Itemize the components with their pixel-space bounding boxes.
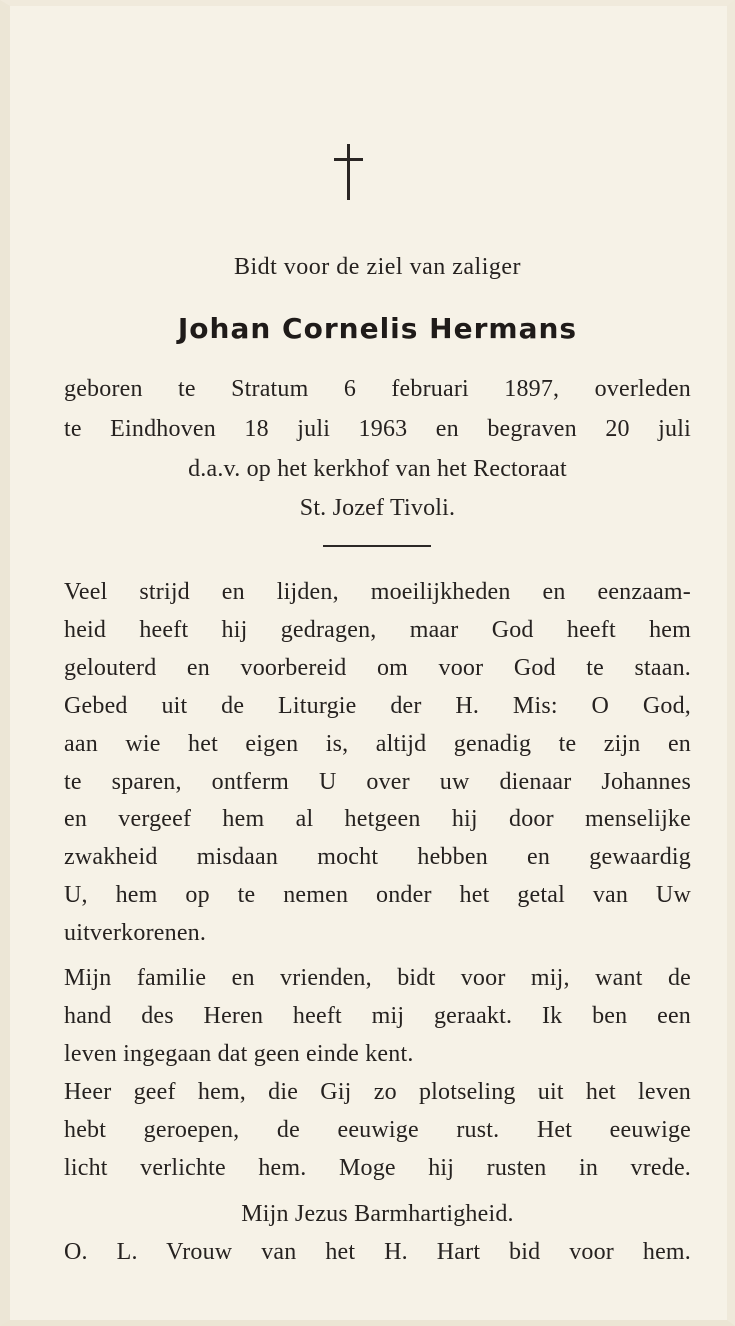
body-line: heid heeft hij gedragen, maar God heeft hem [64,617,691,643]
closing-line: Mijn Jezus Barmhartigheid. [241,1201,514,1227]
body-line: uitverkorenen. [64,920,207,946]
body-line: Heer geef hem, die Gij zo plotseling uit het leven [64,1079,691,1105]
body-line: licht verlichte hem. Moge hij rusten in vrede. [64,1155,691,1181]
body-line: gelouterd en voorbereid om voor God te staan. [64,655,691,681]
body-line: zwakheid misdaan mocht hebben en gewaardig [64,844,691,870]
bio-line: d.a.v. op het kerkhof van het Rectoraat [188,456,567,482]
deceased-name: Johan Cornelis Hermans [177,312,578,345]
body-line: U, hem op te nemen onder het getal van Uw [64,882,691,908]
bio-line: St. Jozef Tivoli. [299,495,456,521]
body-line: Mijn familie en vrienden, bidt voor mij, want de [64,965,691,991]
bio-line: te Eindhoven 18 juli 1963 en begraven 20 juli [64,416,691,442]
body-line: aan wie het eigen is, altijd genadig te zijn en [64,731,691,757]
body-line: hebt geroepen, de eeuwige rust. Het eeuwige [64,1117,691,1143]
divider [323,545,431,547]
body-line: Veel strijd en lijden, moeilijkheden en eenzaam- [64,579,691,605]
body-line: hand des Heren heeft mij geraakt. Ik ben een [64,1003,691,1029]
body-line: en vergeef hem al hetgeen hij door menselijke [64,806,691,832]
closing-line: O. L. Vrouw van het H. Hart bid voor hem. [64,1239,691,1265]
body-line: Gebed uit de Liturgie der H. Mis: O God, [64,693,691,719]
prayer-heading: Bidt voor de ziel van zaliger [233,254,522,280]
body-line: te sparen, ontferm U over uw dienaar Johannes [64,769,691,795]
body-line: leven ingegaan dat geen einde kent. [64,1041,414,1067]
bio-line: geboren te Stratum 6 februari 1897, overleden [64,376,691,402]
cross-icon [332,144,366,202]
